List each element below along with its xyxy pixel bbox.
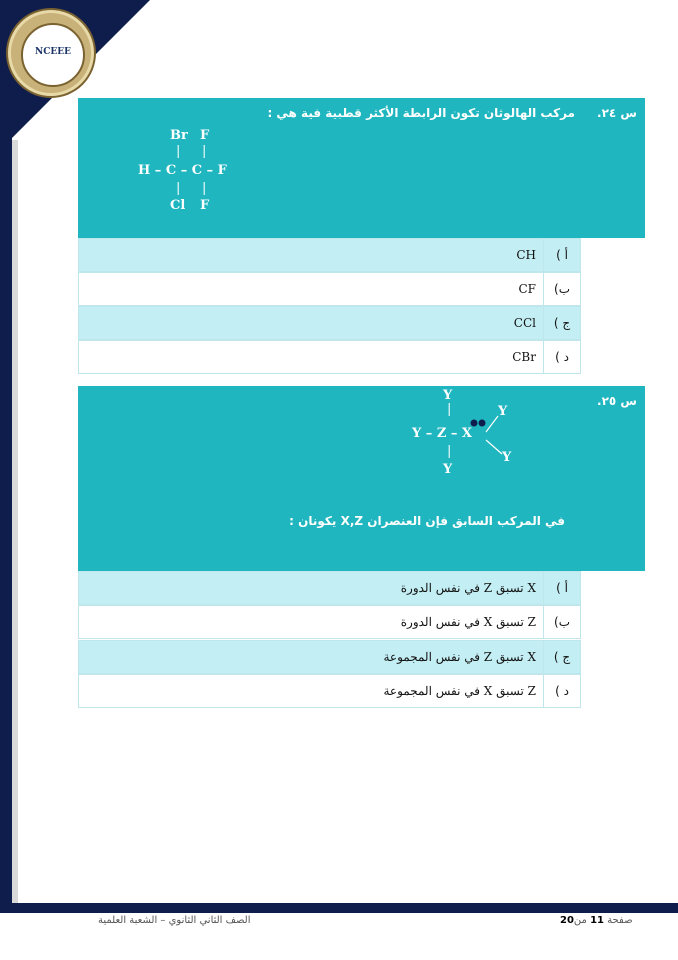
lone-pair-dot — [471, 420, 478, 427]
question-25-header — [78, 386, 645, 571]
footer-grade-label: الصف الثاني الثانوي – الشعبة العلمية — [98, 915, 251, 926]
option-text: X تسبق Z في نفس الدورة — [400, 581, 536, 595]
lone-pair-dot — [479, 420, 486, 427]
halothane-structure — [138, 126, 258, 226]
q24-option-a[interactable] — [78, 238, 581, 272]
atom-y-bottom: Y — [443, 462, 453, 477]
page-number: 11 — [590, 915, 604, 926]
q24-option-b[interactable] — [78, 272, 581, 306]
option-letter: د ) — [543, 341, 580, 373]
atom-f-bottom: F — [200, 198, 210, 213]
option-letter: أ ) — [543, 572, 580, 604]
left-border-shadow — [12, 140, 18, 910]
option-letter: ب) — [543, 606, 580, 638]
bond-vertical-2: | — [202, 144, 207, 159]
question-25-text: في المركب السابق فإن العنصران X,Z يكونان : — [289, 514, 565, 528]
xz-main-chain: Y – Z – X — [412, 426, 472, 441]
halothane-main-chain: H – C – C – F — [138, 163, 227, 178]
bond-x-y-down — [486, 440, 502, 454]
left-border — [0, 130, 12, 910]
bond-x-y-up — [486, 416, 498, 432]
bond-vertical-top: | — [447, 402, 452, 417]
option-text: CH — [516, 248, 536, 262]
option-text: CF — [518, 282, 536, 296]
total-pages: 20 — [560, 915, 574, 926]
page-label: صفحة — [607, 915, 633, 926]
bond-vertical-4: | — [202, 181, 207, 196]
of-label: من — [573, 915, 587, 926]
atom-br: Br — [170, 128, 188, 143]
atom-y-lower-right: Y — [502, 450, 512, 465]
bond-vertical-1: | — [176, 144, 181, 159]
option-text: X تسبق Z في نفس المجموعة — [383, 650, 536, 664]
option-text: Z تسبق X في نفس الدورة — [400, 615, 536, 629]
option-text: Z تسبق X في نفس المجموعة — [383, 684, 536, 698]
option-letter: ج ) — [543, 307, 580, 339]
option-letter: د ) — [543, 675, 580, 707]
option-letter: أ ) — [543, 239, 580, 271]
question-25-number: س ٢٥. — [597, 394, 637, 408]
atom-y-upper-right: Y — [498, 404, 508, 419]
q24-option-c[interactable] — [78, 306, 581, 340]
atom-y-top: Y — [443, 388, 453, 403]
bottom-border — [0, 903, 678, 913]
bond-vertical-3: | — [176, 181, 181, 196]
atom-f-top: F — [200, 128, 210, 143]
option-letter: ب) — [543, 273, 580, 305]
question-24-text: مركب الهالوثان تكون الرابطة الأكثر قطبية فية هي : — [267, 106, 575, 120]
atom-cl: Cl — [170, 198, 186, 213]
logo-inner — [21, 23, 85, 87]
q25-option-a[interactable] — [78, 571, 581, 605]
footer-page-info — [560, 915, 633, 926]
question-24-header — [78, 98, 645, 238]
option-text: CCl — [513, 316, 536, 330]
bond-vertical-bottom: | — [447, 444, 452, 459]
question-24-number: س ٢٤. — [597, 106, 637, 120]
option-letter: ج ) — [543, 641, 580, 673]
q25-option-c[interactable] — [78, 640, 581, 674]
nceee-logo — [8, 10, 94, 96]
xz-bonds — [408, 388, 528, 478]
q24-option-d[interactable] — [78, 340, 581, 374]
q25-option-d[interactable] — [78, 674, 581, 708]
option-text: CBr — [512, 350, 536, 364]
xz-structure — [408, 388, 528, 478]
q25-option-b[interactable] — [78, 605, 581, 639]
logo-text: NCEEE — [35, 47, 71, 57]
